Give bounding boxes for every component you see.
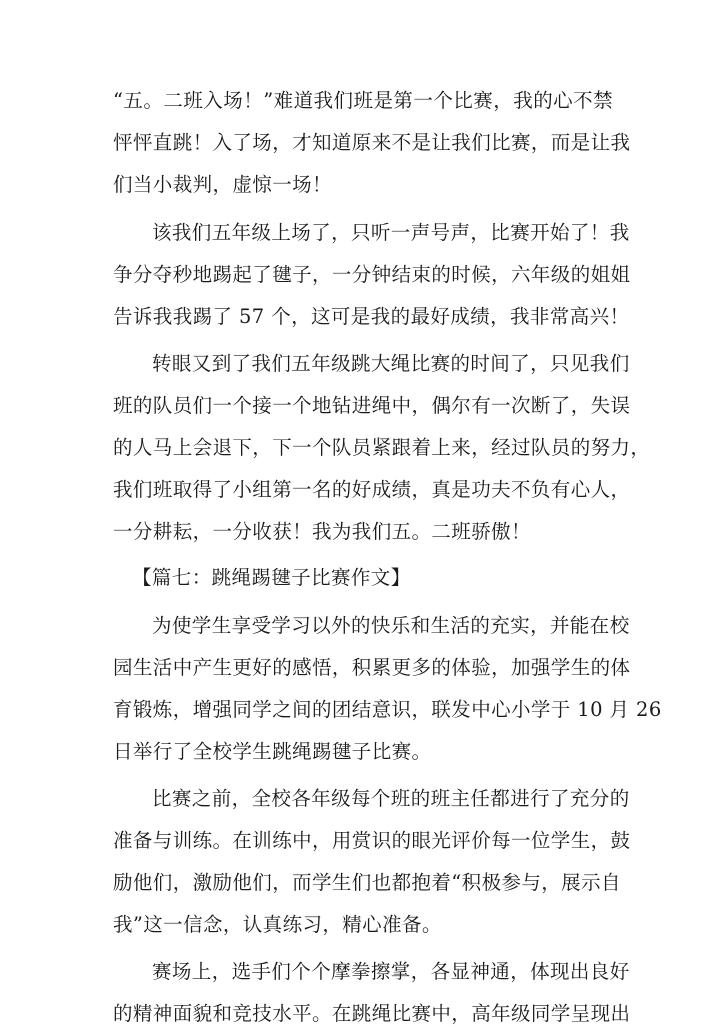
- text-line: “五。二班入场！”难道我们班是第一个比赛，我的心不禁: [113, 89, 613, 112]
- text-line: 告诉我我踢了 57 个，这可是我的最好成绩，我非常高兴！: [113, 305, 630, 328]
- text-line: 怦怦直跳！入了场，才知道原来不是让我们比赛，而是让我: [113, 131, 631, 154]
- section-heading: 【篇七：跳绳踢毽子比赛作文】: [132, 566, 411, 589]
- text-line: 的人马上会退下，下一个队员紧跟着上来，经过队员的努力，: [113, 436, 651, 459]
- text-line: 争分夺秒地踢起了毽子，一分钟结束的时候，六年级的姐姐: [113, 263, 631, 286]
- text-line: 们当小裁判，虚惊一场！: [113, 173, 332, 196]
- text-line: 赛场上，选手们个个摩拳擦掌，各显神通，体现出良好: [152, 960, 630, 983]
- text-line: 班的队员们一个接一个地钻进绳中，偶尔有一次断了，失误: [113, 394, 631, 417]
- text-line: 园生活中产生更好的感悟，积累更多的体验，加强学生的体: [113, 656, 631, 679]
- text-line: 育锻炼，增强同学之间的团结意识，联发中心小学于 10 月 26: [113, 698, 662, 721]
- text-line: 的精神面貌和竞技水平。在跳绳比赛中，高年级同学呈现出: [113, 1002, 631, 1025]
- text-line: 为使学生享受学习以外的快乐和生活的充实，并能在校: [152, 614, 630, 637]
- text-line: 日举行了全校学生跳绳踢毽子比赛。: [113, 740, 432, 763]
- text-line: 比赛之前，全校各年级每个班的班主任都进行了充分的: [152, 787, 630, 810]
- text-line: 转眼又到了我们五年级跳大绳比赛的时间了，只见我们: [152, 352, 630, 375]
- text-line: 一分耕耘，一分收获！我为我们五。二班骄傲！: [113, 520, 531, 543]
- text-line: 我”这一信念，认真练习，精心准备。: [113, 913, 442, 936]
- text-line: 该我们五年级上场了，只听一声号声，比赛开始了！我: [152, 221, 630, 244]
- text-line: 励他们，激励他们，而学生们也都抱着“积极参与，展示自: [113, 871, 621, 894]
- text-line: 准备与训练。在训练中，用赏识的眼光评价每一位学生，鼓: [113, 829, 631, 852]
- text-line: 我们班取得了小组第一名的好成绩，真是功夫不负有心人，: [113, 478, 631, 501]
